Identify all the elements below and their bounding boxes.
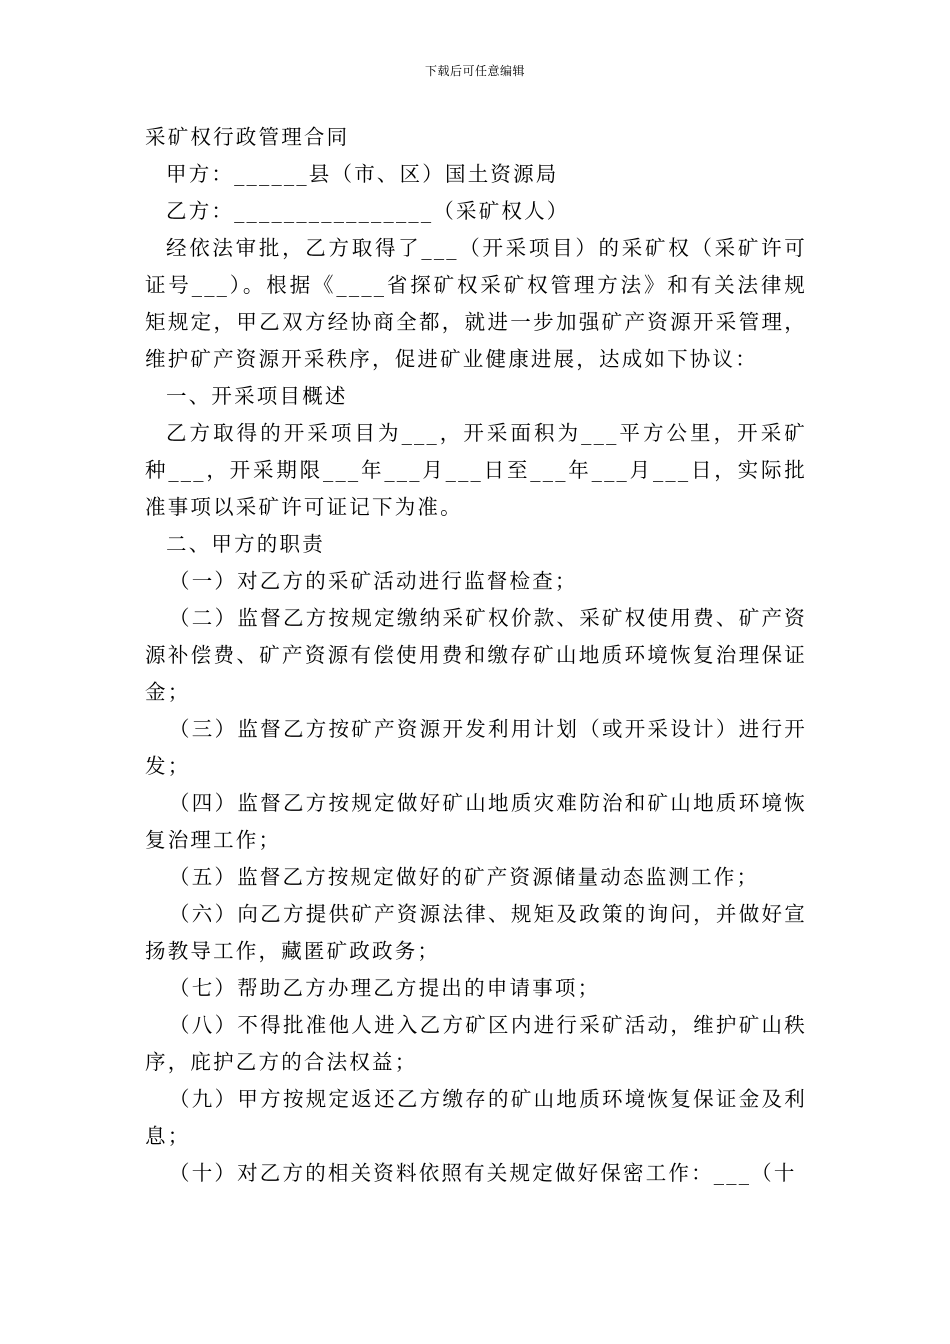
section-1-heading: 一、开采项目概述 <box>166 384 348 408</box>
document-title: 采矿权行政管理合同 <box>145 125 350 149</box>
duty-item-6: （六）向乙方提供矿产资源法律、规矩及政策的询问，并做好宣扬教导工作，藏匿矿政政务； <box>145 902 807 963</box>
duty-item-4: （四）监督乙方按规定做好矿山地质灾难防治和矿山地质环境恢复治理工作； <box>145 791 807 852</box>
party-a-line: 甲方：______县（市、区）国土资源局 <box>166 162 559 186</box>
section-2-heading: 二、甲方的职责 <box>166 532 325 556</box>
preamble-paragraph: 经依法审批，乙方取得了___（开采项目）的采矿权（采矿许可证号___）。根据《____省探矿权采矿权管理方法》和有关法律规矩规定，甲乙双方经协商全都，就进一步加强矿产资源开采管理，维护矿产资源开采秩序，促进矿业健康进展，达成如下协议： <box>145 236 807 371</box>
duty-item-5: （五）监督乙方按规定做好的矿产资源储量动态监测工作； <box>169 865 760 889</box>
document-body <box>145 119 807 1192</box>
section-1-paragraph: 乙方取得的开采项目为___，开采面积为___平方公里，开采矿种___，开采期限___年___月___日至___年___月___日，实际批准事项以采矿许可证记下为准。 <box>145 421 807 519</box>
duty-item-2: （二）监督乙方按规定缴纳采矿权价款、采矿权使用费、矿产资源补偿费、矿产资源有偿使用费和缴存矿山地质环境恢复治理保证金； <box>145 606 807 704</box>
party-b-line: 乙方：________________（采矿权人） <box>166 199 570 223</box>
duty-item-8: （八）不得批准他人进入乙方矿区内进行采矿活动，维护矿山秩序，庇护乙方的合法权益； <box>145 1013 807 1074</box>
page-header: 下载后可任意编辑 <box>424 64 525 78</box>
duty-item-3: （三）监督乙方按矿产资源开发利用计划（或开采设计）进行开发； <box>145 717 807 778</box>
duty-item-9: （九）甲方按规定返还乙方缴存的矿山地质环境恢复保证金及利息； <box>145 1087 807 1148</box>
duty-item-1: （一）对乙方的采矿活动进行监督检查； <box>169 569 578 593</box>
duty-item-10: （十）对乙方的相关资料依照有关规定做好保密工作：___（十 <box>169 1161 797 1185</box>
duty-item-7: （七）帮助乙方办理乙方提出的申请事项； <box>169 976 601 1000</box>
